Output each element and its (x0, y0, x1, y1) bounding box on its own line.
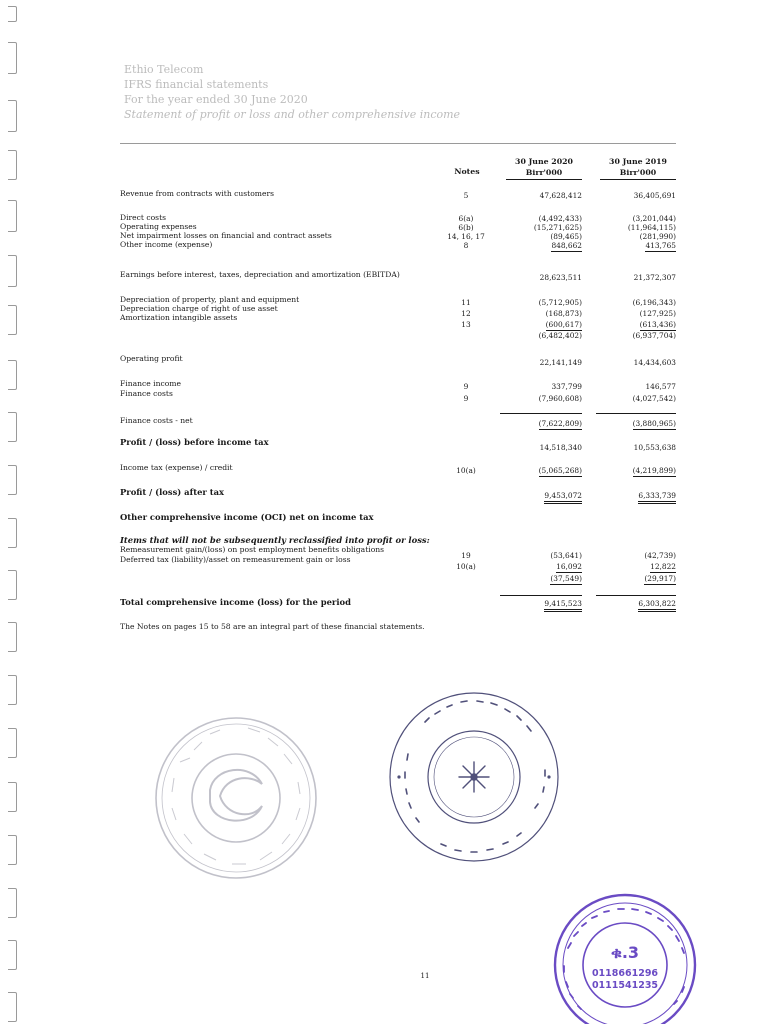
row-value-2019: (6,196,343) (632, 298, 676, 307)
row-value-2019: 21,372,307 (633, 273, 676, 282)
row-label: Revenue from contracts with customers (120, 189, 275, 198)
row-label: Remeasurement gain/(loss) on post employment benefits obligations (120, 545, 385, 554)
row-label: Direct costs (120, 213, 167, 222)
row-value-2020: (89,465) (550, 232, 582, 241)
row-label: Other income (expense) (120, 240, 213, 249)
row-note: 11 (461, 298, 471, 307)
row-value-2019: (4,219,899) (632, 466, 676, 475)
row-note: 6(a) (458, 214, 474, 223)
row-value-2020: (4,492,433) (538, 214, 582, 223)
row-value-2019: 146,577 (645, 382, 676, 391)
row-label: Operating expenses (120, 222, 197, 231)
row-value-2019: (3,201,044) (632, 214, 676, 223)
row-value-2019: 36,405,691 (633, 191, 676, 200)
row-label: Earnings before interest, taxes, depreciation and amortization (EBITDA) (120, 270, 400, 279)
row-label: Deferred tax (liability)/asset on remeasurement gain or loss (120, 555, 351, 564)
row-value-2020: (168,873) (545, 309, 582, 318)
footnote: The Notes on pages 15 to 58 are an integral part of these financial statements. (120, 622, 425, 631)
notes-col-header: Notes (454, 167, 480, 176)
row-note: 14, 16, 17 (447, 232, 485, 241)
row-value-2020: 9,453,072 (500, 491, 582, 500)
row-value-2020: (600,617) (545, 320, 582, 329)
row-value-2020: (7,960,608) (538, 394, 582, 403)
row-value-2019: 6,333,739 (596, 491, 676, 500)
row-note: 10(a) (456, 562, 476, 571)
row-note: 9 (463, 394, 469, 403)
subtotal-rule (500, 413, 582, 414)
total-rule (500, 595, 582, 596)
row-label: Income tax (expense) / credit (120, 463, 233, 472)
row-value-2020: 14,518,340 (539, 443, 582, 452)
row-value-2019: 14,434,603 (633, 358, 676, 367)
row-value-2019: (42,739) (644, 551, 676, 560)
row-label: Finance costs (120, 389, 173, 398)
doc-title: IFRS financial statements (124, 78, 269, 91)
row-value-2020: (15,271,625) (533, 223, 582, 232)
row-value-2019: (3,880,965) (632, 419, 676, 428)
row-value-2019: 10,553,638 (633, 443, 676, 452)
company-name: Ethio Telecom (124, 63, 204, 76)
row-note: 10(a) (456, 466, 476, 475)
row-note: 5 (463, 191, 469, 200)
row-note: 6(b) (458, 223, 474, 232)
row-label: Total comprehensive income (loss) for the period (120, 597, 351, 607)
binder-holes (6, 0, 22, 1024)
row-value-2019: (29,917) (644, 574, 676, 583)
stamp-number: ቁ.3 (610, 943, 640, 962)
row-note: 12 (461, 309, 471, 318)
row-value-2019: 12,822 (650, 562, 676, 571)
row-value-2020: (5,065,268) (538, 466, 582, 475)
row-value-2019: 413,765 (645, 241, 676, 250)
total-rule (596, 595, 676, 596)
row-note: 13 (461, 320, 471, 329)
row-value-2020: (5,712,905) (538, 298, 582, 307)
row-value-2020: 337,799 (551, 382, 582, 391)
period: For the year ended 30 June 2020 (124, 93, 308, 106)
page-number: 11 (420, 972, 430, 980)
header-rule (120, 143, 676, 144)
row-label: Finance costs - net (120, 416, 193, 425)
row-label: Profit / (loss) before income tax (120, 437, 269, 447)
row-label: Depreciation of property, plant and equipment (120, 295, 300, 304)
row-value-2020: 9,415,523 (500, 599, 582, 608)
row-note: 9 (463, 382, 469, 391)
row-note: 19 (461, 551, 471, 560)
row-label: Other comprehensive income (OCI) net on income tax (120, 512, 374, 522)
row-value-2020: (7,622,809) (538, 419, 582, 428)
row-label: Items that will not be subsequently reclassified into profit or loss: (120, 535, 430, 545)
stamp-phone-1: 0118661296 (591, 968, 659, 979)
row-value-2019: (4,027,542) (632, 394, 676, 403)
row-label: Depreciation charge of right of use asset (120, 304, 278, 313)
row-label: Amortization intangible assets (120, 313, 238, 322)
col-2019-header: 30 June 2019 Birr'000 (600, 156, 676, 180)
document-header (124, 62, 460, 122)
row-value-2019: (281,990) (639, 232, 676, 241)
row-value-2019: (613,436) (639, 320, 676, 329)
row-value-2020: 16,092 (556, 562, 582, 571)
row-value-2019: (6,937,704) (632, 331, 676, 340)
row-value-2019: 6,303,822 (596, 599, 676, 608)
registration-stamp (552, 892, 698, 1024)
subtotal-rule (596, 413, 676, 414)
row-value-2020: (6,482,402) (538, 331, 582, 340)
row-value-2020: (37,549) (550, 574, 582, 583)
row-value-2020: 47,628,412 (539, 191, 582, 200)
col-2020-header: 30 June 2020 Birr'000 (506, 156, 582, 180)
official-seal-stamp (385, 688, 563, 866)
row-value-2020: 22,141,149 (539, 358, 582, 367)
statement-title: Statement of profit or loss and other comprehensive income (124, 108, 461, 121)
row-label: Operating profit (120, 354, 183, 363)
row-value-2019: (127,925) (639, 309, 676, 318)
row-label: Net impairment losses on financial and contract assets (120, 231, 332, 240)
row-value-2020: 28,623,511 (539, 273, 582, 282)
row-note: 8 (463, 241, 469, 250)
row-label: Profit / (loss) after tax (120, 487, 225, 497)
row-label: Finance income (120, 379, 182, 388)
row-value-2020: 848,662 (551, 241, 582, 250)
row-value-2020: (53,641) (550, 551, 582, 560)
row-value-2019: (11,964,115) (627, 223, 676, 232)
company-seal-stamp (150, 712, 322, 884)
stamp-phone-2: 0111541235 (591, 980, 659, 991)
